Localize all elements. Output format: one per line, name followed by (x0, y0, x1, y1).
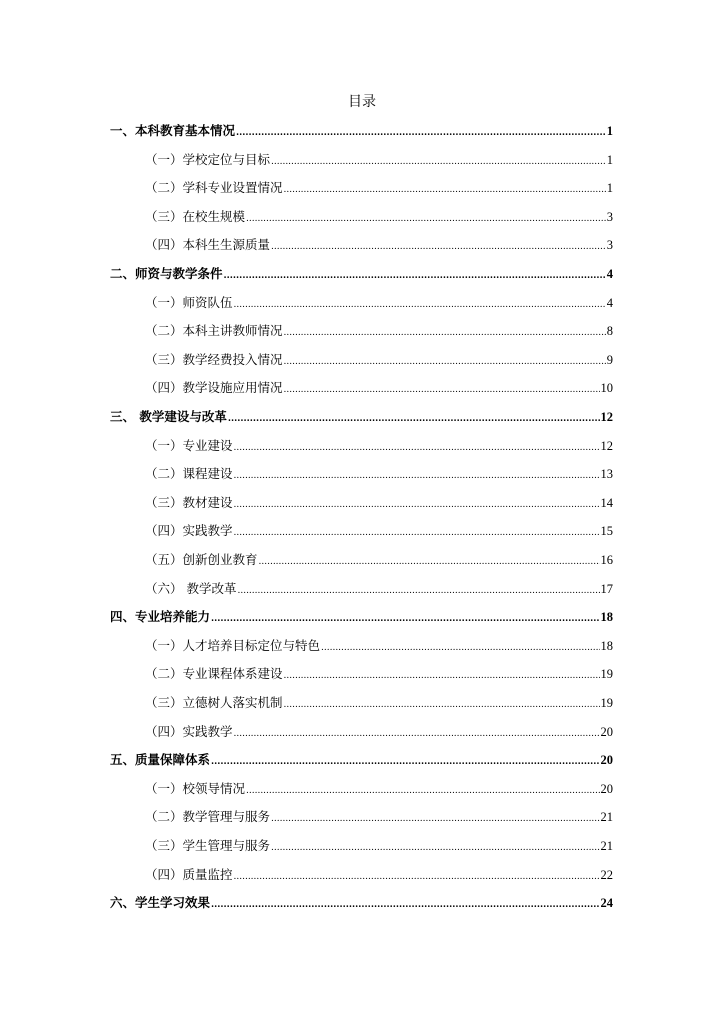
toc-entry-label: （二）本科主讲教师情况 (145, 323, 283, 339)
toc-page-number: 19 (600, 696, 613, 710)
toc-dot-leader (321, 637, 599, 655)
toc-dot-leader (284, 179, 606, 197)
toc-page-number: 3 (606, 209, 613, 224)
toc-entry-label: 一、本科教育基本情况 (110, 123, 236, 138)
toc-entry[interactable] (145, 494, 613, 512)
toc-entry[interactable] (145, 522, 613, 540)
toc-entry[interactable] (145, 465, 613, 483)
toc-dot-leader (284, 665, 600, 683)
toc-page-number: 9 (606, 352, 613, 367)
toc-entry-label: （一）校领导情况 (145, 780, 246, 796)
toc-page-number: 22 (600, 867, 613, 882)
toc-entry-label: （四）质量监控 (145, 866, 233, 882)
toc-dot-leader (237, 580, 599, 598)
toc-entry-label: （四）教学设施应用情况 (145, 380, 283, 396)
toc-entry-label: （三）教材建设 (145, 494, 233, 510)
toc-entry[interactable] (110, 408, 613, 426)
toc-page-number: 14 (600, 495, 613, 510)
page-title: 目录 (348, 94, 376, 110)
toc-entry-label: （四）本科生生源质量 (145, 237, 271, 253)
toc-dot-leader (284, 351, 606, 369)
toc-entry[interactable] (145, 866, 613, 884)
toc-entry-label: （一）学校定位与目标 (145, 151, 271, 167)
toc-entry-label: （五）创新创业教育 (145, 552, 258, 567)
toc-entry[interactable] (145, 208, 613, 226)
toc-page-number: 19 (600, 667, 613, 682)
toc-page-number: 10 (600, 381, 613, 396)
toc-entry[interactable] (145, 723, 613, 741)
toc-dot-leader (234, 723, 600, 741)
toc-dot-leader (284, 379, 600, 397)
toc-entry-label: （四）实践教学 (145, 723, 233, 739)
toc-dot-leader (211, 608, 599, 626)
toc-entry-label: （六） 教学改革 (145, 580, 237, 596)
toc-entry-label: （三）学生管理与服务 (145, 838, 271, 853)
toc-entry[interactable] (145, 665, 613, 683)
toc-page-number: 12 (600, 438, 613, 453)
toc-page-number: 17 (600, 581, 613, 596)
toc-entry-label: （一）专业建设 (145, 437, 233, 453)
toc-entry-label: （三）教学经费投入情况 (145, 351, 283, 367)
toc-page-number: 18 (600, 638, 613, 653)
toc-page-number: 20 (600, 753, 613, 768)
toc-dot-leader (246, 208, 606, 226)
toc-entry-label: （二）学科专业设置情况 (145, 180, 283, 196)
toc-entry-label: （一）师资队伍 (145, 294, 233, 310)
toc-page-number: 12 (600, 410, 613, 424)
toc-dot-leader (234, 437, 600, 455)
toc-entry[interactable] (110, 122, 613, 140)
toc-page-number: 18 (600, 610, 613, 625)
toc-dot-leader (234, 494, 600, 512)
toc-entry[interactable] (145, 837, 613, 855)
toc-dot-leader (271, 837, 599, 855)
toc-page-number: 3 (606, 238, 613, 253)
toc-page-number: 20 (600, 724, 613, 739)
toc-page-number: 13 (600, 467, 613, 482)
toc-entry-label: 六、学生学习效果 (110, 895, 211, 911)
toc-entry[interactable] (145, 151, 613, 169)
toc-entry-label: 二、师资与教学条件 (110, 266, 223, 281)
toc-entry[interactable] (145, 294, 613, 312)
toc-dot-leader (234, 294, 606, 312)
toc-entry-label: （四）实践教学 (145, 523, 233, 539)
toc-page-number: 1 (606, 152, 613, 167)
toc-dot-leader (234, 866, 600, 884)
toc-dot-leader (234, 522, 600, 540)
toc-entry-label: 四、专业培养能力 (110, 609, 211, 625)
toc-dot-leader (211, 894, 599, 912)
toc-entry-label: 五、质量保障体系 (110, 752, 211, 768)
toc-page-number: 24 (600, 896, 613, 911)
toc-entry[interactable] (110, 894, 613, 912)
toc-dot-leader (236, 122, 606, 140)
toc-page-number: 4 (606, 295, 613, 310)
toc-page-number: 8 (606, 324, 613, 339)
toc-entry[interactable] (110, 265, 613, 283)
toc-dot-leader (284, 322, 606, 340)
toc-entry[interactable] (145, 808, 613, 826)
toc-dot-leader (224, 265, 606, 283)
toc-dot-leader (211, 751, 599, 769)
toc-dot-leader (259, 551, 600, 569)
toc-entry[interactable] (145, 437, 613, 455)
toc-entry[interactable] (145, 236, 613, 254)
toc-entry-label: 三、 教学建设与改革 (110, 409, 227, 424)
toc-entry[interactable] (145, 179, 613, 197)
toc-page-number: 15 (600, 524, 613, 539)
toc-entry[interactable] (145, 694, 613, 712)
toc-dot-leader (271, 151, 606, 169)
toc-page-number: 1 (606, 124, 613, 138)
toc-entry-label: （二）教学管理与服务 (145, 809, 271, 825)
toc-entry[interactable] (145, 780, 613, 798)
toc-entry[interactable] (145, 637, 613, 655)
toc-page-number: 21 (600, 839, 613, 853)
toc-page-number: 4 (606, 267, 613, 281)
toc-entry-label: （二）课程建设 (145, 466, 233, 482)
toc-entry-label: （一）人才培养目标定位与特色 (145, 637, 321, 653)
toc-entry[interactable] (145, 351, 613, 369)
toc-dot-leader (234, 465, 600, 483)
toc-entry[interactable] (145, 580, 613, 598)
toc-entry[interactable] (145, 551, 613, 569)
toc-dot-leader (284, 694, 600, 712)
toc-page-number: 16 (600, 553, 613, 567)
toc-entry-label: （三）在校生规模 (145, 208, 246, 224)
toc-dot-leader (228, 408, 600, 426)
toc-entry-label: （二）专业课程体系建设 (145, 666, 283, 682)
toc-entry-label: （三）立德树人落实机制 (145, 695, 283, 710)
toc-dot-leader (271, 236, 606, 254)
toc-page-number: 1 (606, 181, 613, 196)
toc-entry[interactable] (110, 751, 613, 769)
toc-entry[interactable] (145, 322, 613, 340)
toc-page-number: 21 (600, 810, 613, 825)
toc-dot-leader (271, 808, 599, 826)
toc-entry[interactable] (145, 379, 613, 397)
toc-entry[interactable] (110, 608, 613, 626)
toc-dot-leader (246, 780, 599, 798)
toc-page-number: 20 (600, 781, 613, 796)
